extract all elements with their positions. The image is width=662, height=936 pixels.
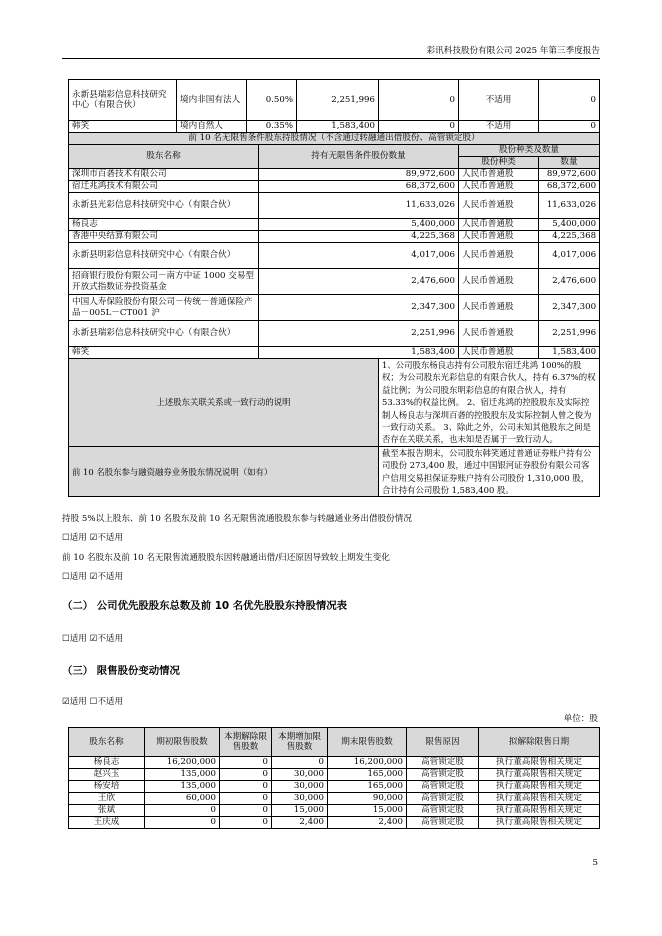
col-header-kind-group: 股份种类及数量 — [459, 145, 600, 157]
table-row — [69, 805, 600, 817]
holder-restricted: 0 — [379, 80, 459, 121]
cell: 王庆成 — [69, 817, 145, 829]
cell: 执行董高限售相关规定 — [479, 817, 600, 829]
table-row — [69, 80, 600, 121]
cell: 0 — [220, 757, 272, 769]
col-header: 拟解除限售日期 — [479, 728, 600, 757]
pledge-qty: 0 — [539, 80, 600, 121]
restricted-shares-table — [68, 727, 600, 829]
relation-label: 上述股东关联关系或一致行动的说明 — [69, 359, 379, 447]
holder-shares: 2,347,300 — [259, 295, 459, 321]
cell: 王欣 — [69, 793, 145, 805]
table-row — [69, 169, 600, 181]
check-lending: ☐适用 ☑不适用 — [62, 533, 124, 543]
share-qty: 1,583,400 — [539, 347, 600, 359]
holder-shares: 2,251,996 — [259, 321, 459, 347]
table-row — [69, 757, 600, 769]
holder-name: 韩笑 — [69, 121, 177, 133]
cell: 30,000 — [272, 793, 328, 805]
cell: 高管锁定股 — [407, 793, 479, 805]
share-kind: 人民币普通股 — [459, 219, 539, 231]
holder-shares: 4,017,006 — [259, 243, 459, 269]
cell: 16,200,000 — [328, 757, 407, 769]
holder-name: 中国人寿保险股份有限公司－传统－普通保险产品－005L－CT001 沪 — [69, 295, 259, 321]
unit-label: 单位：股 — [563, 714, 598, 724]
cell: 165,000 — [328, 781, 407, 793]
cell: 杨良志 — [69, 757, 145, 769]
holder-name: 永新县瑞彩信息科技研究中心（有限合伙） — [69, 80, 177, 121]
cell: 30,000 — [272, 769, 328, 781]
cell: 90,000 — [328, 793, 407, 805]
share-kind: 人民币普通股 — [459, 181, 539, 193]
holder-name: 韩笑 — [69, 347, 259, 359]
cell: 高管锁定股 — [407, 817, 479, 829]
holder-name: 永新县瑞彩信息科技研究中心（有限合伙） — [69, 321, 259, 347]
cell: 0 — [220, 817, 272, 829]
table-row — [69, 121, 600, 133]
cell: 0 — [220, 805, 272, 817]
holder-shares: 2,476,600 — [259, 269, 459, 295]
holder-name: 永新县明彩信息科技研究中心（有限合伙） — [69, 243, 259, 269]
pledge-qty: 0 — [539, 121, 600, 133]
col-header: 期末限售股数 — [328, 728, 407, 757]
margin-label: 前 10 名股东参与融资融券业务股东情况说明（如有） — [69, 446, 379, 497]
table-row — [69, 793, 600, 805]
relation-text: 1、公司股东杨良志持有公司股东宿迁兆鸿 100%的股权；为公司股东光彩信息的有限合伙人，持有 6.37%的权益比例；为公司股东明彩信息的有限合伙人，持有 53.33%的权益比例。 2、宿迁兆鸿的控股股东及实际控制人杨良志与深圳百砻的控股股东及实际控制人曾之俊为一致行动关系。 3、除此之外，公司未知其他股东之间是否存在关联关系，也未知是否属于一致行动人。 — [379, 359, 600, 447]
share-qty: 68,372,600 — [539, 181, 600, 193]
holder-shares: 2,251,996 — [297, 80, 379, 121]
cell: 执行董高限售相关规定 — [479, 781, 600, 793]
cell: 高管锁定股 — [407, 757, 479, 769]
table-row — [69, 243, 600, 269]
cell: 赵兴玉 — [69, 769, 145, 781]
cell: 2,400 — [272, 817, 328, 829]
share-qty: 5,400,000 — [539, 219, 600, 231]
col-header-kind: 股份种类 — [459, 157, 539, 169]
holder-name: 招商银行股份有限公司－南方中证 1000 交易型开放式指数证券投资基金 — [69, 269, 259, 295]
holder-name: 杨良志 — [69, 219, 259, 231]
holder-restricted: 0 — [379, 121, 459, 133]
table-row — [69, 231, 600, 243]
col-header-qty: 数量 — [539, 157, 600, 169]
share-qty: 4,017,006 — [539, 243, 600, 269]
pledge-status: 不适用 — [459, 80, 539, 121]
table-row — [69, 321, 600, 347]
holder-name: 永新县光彩信息科技研究中心（有限合伙） — [69, 193, 259, 219]
col-header: 本期解除限售股数 — [220, 728, 272, 757]
cell: 执行董高限售相关规定 — [479, 769, 600, 781]
table-title: 前 10 名无限售条件股东持股情况（不含通过转融通出借股份、高管锁定股） — [69, 133, 600, 145]
pledge-status: 不适用 — [459, 121, 539, 133]
margin-text: 截至本报告期末，公司股东韩笑通过普通证券账户持有公司股份 273,400 股，通过中国银河证券股份有限公司客户信用交易担保证券账户持有公司股份 1,310,000 股，合计持有公司股份 1,583,400 股。 — [379, 446, 600, 497]
share-kind: 人民币普通股 — [459, 347, 539, 359]
col-header-name: 股东名称 — [69, 145, 259, 169]
col-header: 期初限售股数 — [145, 728, 220, 757]
margin-row — [69, 446, 600, 497]
cell: 0 — [145, 817, 220, 829]
cell: 执行董高限售相关规定 — [479, 757, 600, 769]
share-qty: 2,476,600 — [539, 269, 600, 295]
table-row — [69, 193, 600, 219]
page-number: 5 — [592, 858, 598, 868]
check-preferred: ☐适用 ☑不适用 — [62, 634, 124, 644]
cell: 0 — [220, 781, 272, 793]
table-row — [69, 769, 600, 781]
cell: 执行董高限售相关规定 — [479, 805, 600, 817]
share-qty: 2,347,300 — [539, 295, 600, 321]
para-lending: 持股 5%以上股东、前 10 名股东及前 10 名无限售流通股股东参与转融通业务出借股份情况 — [62, 514, 412, 524]
share-qty: 89,972,600 — [539, 169, 600, 181]
check-change: ☐适用 ☑不适用 — [62, 572, 124, 582]
share-kind: 人民币普通股 — [459, 169, 539, 181]
share-qty: 4,225,368 — [539, 231, 600, 243]
cell: 高管锁定股 — [407, 769, 479, 781]
holder-shares: 5,400,000 — [259, 219, 459, 231]
share-kind: 人民币普通股 — [459, 243, 539, 269]
cell: 0 — [220, 769, 272, 781]
cell: 杨安培 — [69, 781, 145, 793]
unrestricted-shareholder-table — [68, 132, 600, 497]
holder-shares: 89,972,600 — [259, 169, 459, 181]
para-change: 前 10 名股东及前 10 名无限售流通股股东因转融通出借/归还原因导致较上期发生变化 — [62, 553, 390, 563]
holder-shares: 1,583,400 — [259, 347, 459, 359]
section-preferred: （二） 公司优先股股东总数及前 10 名优先股股东持股情况表 — [62, 600, 348, 612]
col-header: 本期增加限售股数 — [272, 728, 328, 757]
cell: 60,000 — [145, 793, 220, 805]
table-row — [69, 295, 600, 321]
holder-name: 宿迁兆鸿技术有限公司 — [69, 181, 259, 193]
cell: 高管锁定股 — [407, 805, 479, 817]
share-kind: 人民币普通股 — [459, 231, 539, 243]
table-row — [69, 219, 600, 231]
page-header: 彩讯科技股份有限公司 2025 年第三季度报告 — [62, 44, 600, 59]
cell: 165,000 — [328, 769, 407, 781]
table-title-row — [69, 133, 600, 145]
cell: 16,200,000 — [145, 757, 220, 769]
col-header: 股东名称 — [69, 728, 145, 757]
check-restricted: ☑适用 ☐不适用 — [62, 697, 124, 707]
table-row — [69, 781, 600, 793]
share-qty: 2,251,996 — [539, 321, 600, 347]
holder-pct: 0.35% — [247, 121, 297, 133]
table-row — [69, 817, 600, 829]
cell: 30,000 — [272, 781, 328, 793]
holder-shares: 1,583,400 — [297, 121, 379, 133]
share-kind: 人民币普通股 — [459, 295, 539, 321]
share-kind: 人民币普通股 — [459, 321, 539, 347]
holder-shares: 4,225,368 — [259, 231, 459, 243]
table-header-row — [69, 728, 600, 757]
cell: 执行董高限售相关规定 — [479, 793, 600, 805]
cell: 高管锁定股 — [407, 781, 479, 793]
cell: 15,000 — [272, 805, 328, 817]
cell: 2,400 — [328, 817, 407, 829]
section-restricted: （三） 限售股份变动情况 — [62, 665, 180, 677]
holder-nature: 境内非国有法人 — [177, 80, 247, 121]
col-header: 限售原因 — [407, 728, 479, 757]
relation-row — [69, 359, 600, 447]
share-kind: 人民币普通股 — [459, 269, 539, 295]
table-row — [69, 181, 600, 193]
table-row — [69, 347, 600, 359]
cell: 135,000 — [145, 769, 220, 781]
cell: 张斌 — [69, 805, 145, 817]
holder-name: 深圳市百砻技术有限公司 — [69, 169, 259, 181]
cell: 0 — [220, 793, 272, 805]
table-row — [69, 269, 600, 295]
col-header-shares: 持有无限售条件股份数量 — [259, 145, 459, 169]
holder-name: 香港中央结算有限公司 — [69, 231, 259, 243]
holder-shares: 68,372,600 — [259, 181, 459, 193]
holder-nature: 境内自然人 — [177, 121, 247, 133]
cell: 0 — [145, 805, 220, 817]
cell: 135,000 — [145, 781, 220, 793]
holder-shares: 11,633,026 — [259, 193, 459, 219]
top-shareholder-table — [68, 79, 600, 133]
cell: 0 — [272, 757, 328, 769]
share-qty: 11,633,026 — [539, 193, 600, 219]
cell: 15,000 — [328, 805, 407, 817]
share-kind: 人民币普通股 — [459, 193, 539, 219]
table-header-row — [69, 145, 600, 157]
holder-pct: 0.50% — [247, 80, 297, 121]
